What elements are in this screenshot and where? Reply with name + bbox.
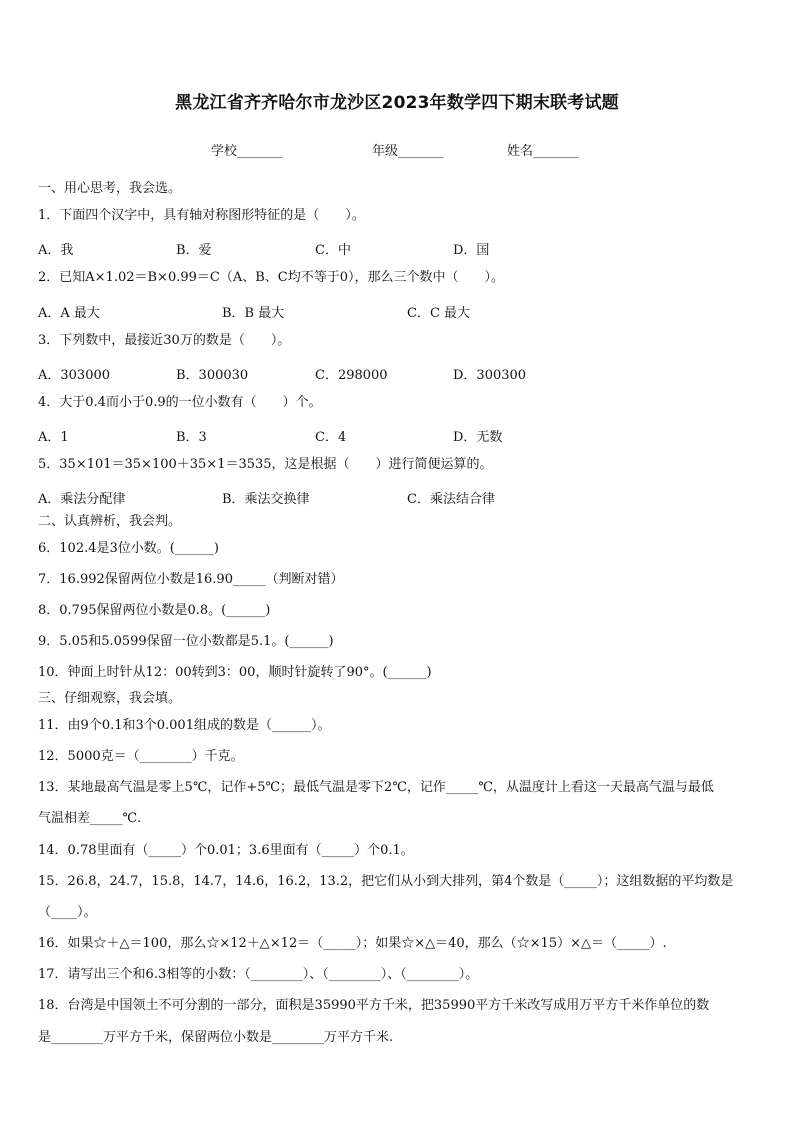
- question-3: 3．下列数中，最接近30万的数是（ ）。: [38, 333, 291, 348]
- q2-option-b: B．B 最大: [222, 306, 285, 321]
- q1-option-a: A．我: [38, 243, 74, 258]
- q4-option-d: D．无数: [453, 430, 503, 445]
- question-15-line-1: 15．26.8，24.7，15.8，14.7，14.6，16.2，13.2，把它们从小到大排列，第4个数是（_____）；这组数据的平均数是: [38, 874, 734, 889]
- question-18-line-1: 18．台湾是中国领土不可分割的一部分，面积是35990平方千米，把35990平方千米改写成用万平方千米作单位的数: [38, 998, 710, 1013]
- q3-option-a: A．303000: [38, 368, 111, 383]
- q3-option-c: C．298000: [315, 368, 388, 383]
- page-title: 黑龙江省齐齐哈尔市龙沙区2023年数学四下期末联考试题: [175, 93, 619, 113]
- q3-option-b: B．300030: [176, 368, 249, 383]
- question-1: 1．下面四个汉字中，具有轴对称图形特征的是（ ）。: [38, 208, 365, 223]
- name-field: 姓名_______: [507, 144, 579, 159]
- question-12: 12．5000克＝（________）千克。: [38, 749, 244, 764]
- question-8: 8．0.795保留两位小数是0.8。(______): [38, 603, 271, 618]
- question-6: 6．102.4是3位小数。(______): [38, 541, 219, 556]
- question-14: 14．0.78里面有（_____）个0.01；3.6里面有（_____）个0.1。: [38, 843, 414, 858]
- question-2: 2．已知A×1.02＝B×0.99＝C（A、B、C均不等于0），那么三个数中（ ）。: [38, 270, 504, 285]
- q2-option-a: A．A 最大: [38, 306, 100, 321]
- q5-option-c: C．乘法结合律: [407, 492, 495, 507]
- section-heading-fill: 三、仔细观察，我会填。: [38, 691, 182, 706]
- question-10: 10．钟面上时针从12：00转到3：00，顺时针旋转了90°。(______): [38, 665, 432, 680]
- grade-field: 年级_______: [372, 144, 444, 159]
- school-field: 学校_______: [211, 144, 283, 159]
- question-18-line-2: 是________万平方千米，保留两位小数是________万平方千米.: [38, 1030, 394, 1045]
- question-15-line-2: （____）。: [38, 905, 97, 920]
- q4-option-a: A．1: [38, 430, 69, 445]
- q1-option-d: D．国: [453, 243, 490, 258]
- q5-option-b: B．乘法交换律: [222, 492, 310, 507]
- question-5: 5．35×101＝35×100＋35×1＝3535，这是根据（ ）进行简便运算的。: [38, 457, 493, 472]
- q2-option-c: C．C 最大: [407, 306, 471, 321]
- question-17: 17．请写出三个和6.3相等的小数：（________）、（________）、（________）。: [38, 967, 479, 982]
- question-9: 9．5.05和5.0599保留一位小数都是5.1。(______): [38, 634, 334, 649]
- question-16: 16．如果☆＋△＝100，那么☆×12＋△×12＝（_____）；如果☆×△＝40，那么（☆×15）×△＝（_____）.: [38, 936, 667, 951]
- question-11: 11．由9个0.1和3个0.001组成的数是（______）。: [38, 718, 331, 733]
- question-4: 4．大于0.4而小于0.9的一位小数有（ ）个。: [38, 395, 322, 410]
- q4-option-b: B．3: [176, 430, 207, 445]
- question-13-line-2: 气温相差_____℃.: [38, 811, 142, 826]
- q3-option-d: D．300300: [453, 368, 527, 383]
- q1-option-b: B．爱: [176, 243, 212, 258]
- q5-option-a: A．乘法分配律: [38, 492, 126, 507]
- q1-option-c: C．中: [315, 243, 351, 258]
- section-heading-choice: 一、用心思考，我会选。: [38, 181, 182, 196]
- section-heading-judge: 二、认真辨析，我会判。: [38, 514, 182, 529]
- question-13-line-1: 13．某地最高气温是零上5℃，记作+5℃；最低气温是零下2℃，记作_____℃，从温度计上看这一天最高气温与最低: [38, 780, 714, 795]
- q4-option-c: C．4: [315, 430, 347, 445]
- question-7: 7．16.992保留两位小数是16.90_____（判断对错）: [38, 572, 344, 587]
